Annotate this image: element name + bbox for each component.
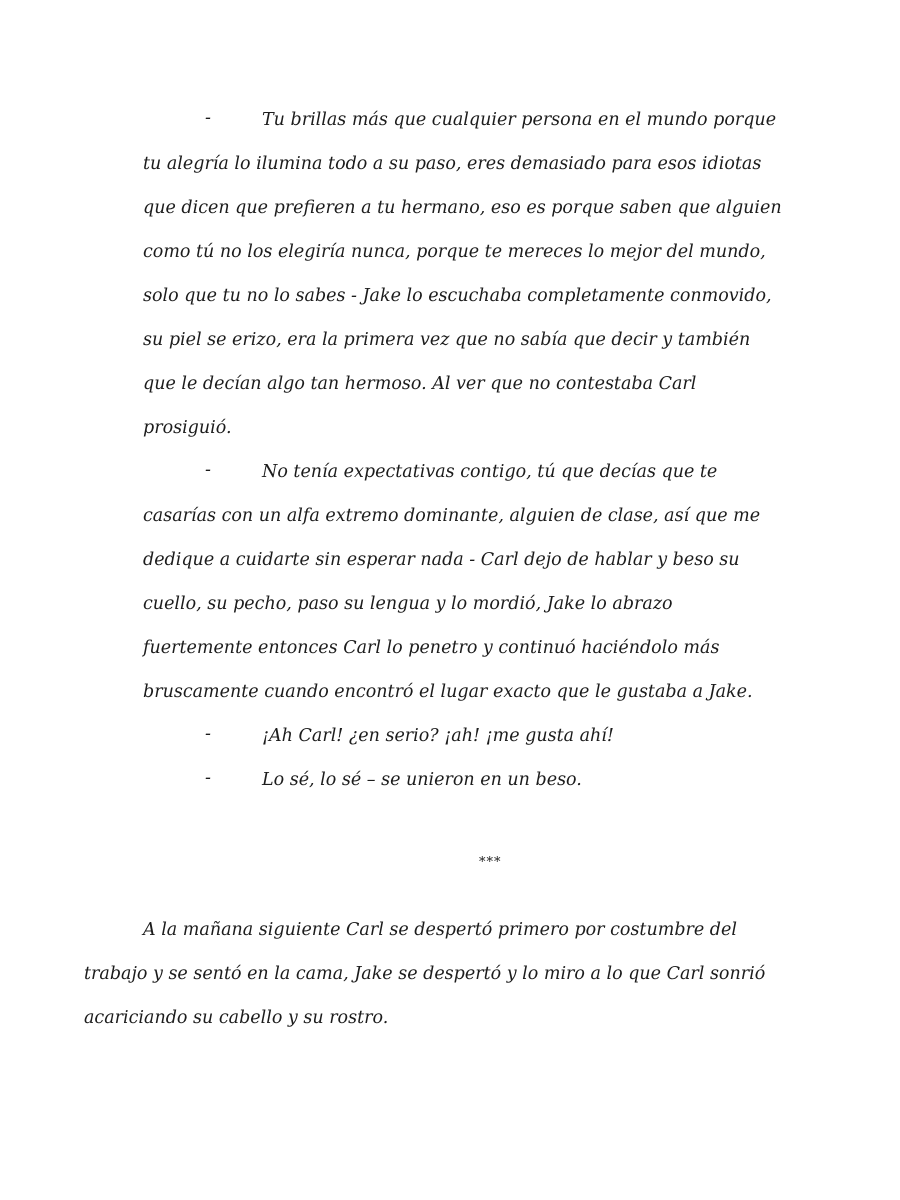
paragraph-line: acariciando su cabello y su rostro. [84, 1008, 389, 1028]
paragraph-line: No tenía expectativas contigo, tú que decías que te [262, 462, 718, 482]
paragraph-line: que dicen que prefieren a tu hermano, eso es porque saben que alguien [143, 198, 782, 218]
paragraph-line: cuello, su pecho, paso su lengua y lo mordió, Jake lo abrazo [143, 594, 673, 614]
dialogue-dash: - [205, 460, 211, 480]
paragraph-line: su piel se erizo, era la primera vez que no sabía que decir y también [143, 330, 751, 350]
paragraph-line: bruscamente cuando encontró el lugar exacto que le gustaba a Jake. [143, 682, 753, 702]
dialogue-dash: - [205, 768, 211, 788]
paragraph-line: que le decían algo tan hermoso. Al ver que no contestaba Carl [143, 374, 697, 394]
scene-separator: *** [479, 855, 502, 870]
paragraph-line: prosiguió. [143, 418, 232, 438]
paragraph-line: trabajo y se sentó en la cama, Jake se despertó y lo miro a lo que Carl sonrió [84, 964, 766, 984]
paragraph-line: como tú no los elegiría nunca, porque te mereces lo mejor del mundo, [143, 242, 766, 262]
dialogue-dash: - [205, 724, 211, 744]
paragraph-line: fuertemente entonces Carl lo penetro y continuó haciéndolo más [143, 638, 720, 658]
paragraph-line: tu alegría lo ilumina todo a su paso, eres demasiado para esos idiotas [143, 154, 762, 174]
dialogue-line: Lo sé, lo sé – se unieron en un beso. [262, 770, 582, 790]
paragraph-line: casarías con un alfa extremo dominante, alguien de clase, así que me [143, 506, 761, 526]
paragraph-line: dedique a cuidarte sin esperar nada - Carl dejo de hablar y beso su [143, 550, 740, 570]
dialogue-line: ¡Ah Carl! ¿en serio? ¡ah! ¡me gusta ahí! [262, 726, 614, 746]
paragraph-line: Tu brillas más que cualquier persona en el mundo porque [262, 110, 777, 130]
dialogue-dash: - [205, 108, 211, 128]
paragraph-line: solo que tu no lo sabes - Jake lo escuchaba completamente conmovido, [143, 286, 772, 306]
paragraph-line: A la mañana siguiente Carl se despertó primero por costumbre del [143, 920, 737, 940]
